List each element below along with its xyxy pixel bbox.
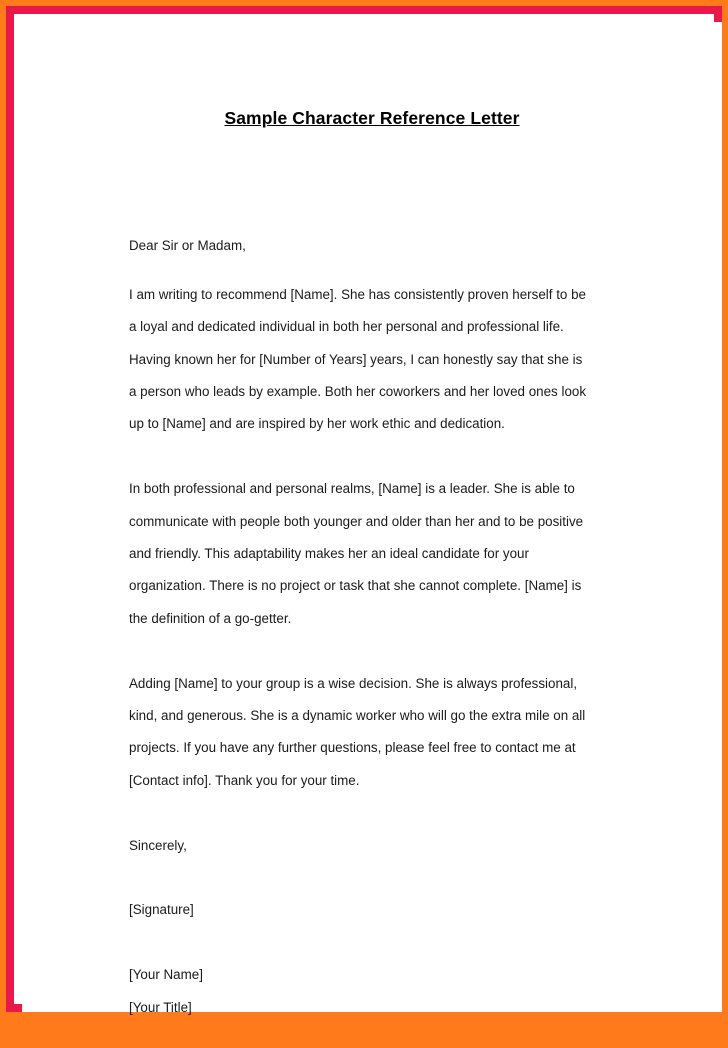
salutation: Dear Sir or Madam, xyxy=(129,238,246,254)
paragraph-1-line: up to [Name] and are inspired by her work ethic and dedication. xyxy=(129,416,505,432)
paragraph-1-line: I am writing to recommend [Name]. She has consistently proven herself to be xyxy=(129,286,586,302)
paragraph-2-line: and friendly. This adaptability makes her an ideal candidate for your xyxy=(129,546,529,562)
paragraph-2-line: the definition of a go-getter. xyxy=(129,610,292,626)
letter-title: Sample Character Reference Letter xyxy=(224,108,520,128)
paragraph-2-line: organization. There is no project or task that she cannot complete. [Name] is xyxy=(129,578,582,594)
inner-border xyxy=(6,6,722,1015)
paragraph-3-line: projects. If you have any further questions, please feel free to contact me at xyxy=(129,740,576,756)
sender-block xyxy=(129,951,629,1032)
closing: Sincerely, xyxy=(129,837,187,853)
paragraph-1-line: Having known her for [Number of Years] years, I can honestly say that she is xyxy=(129,351,583,367)
paragraph-1-line: a person who leads by example. Both her coworkers and her loved ones look xyxy=(129,384,587,400)
letter-body xyxy=(129,222,629,1048)
paragraph-3-line: [Contact info]. Thank you for your time. xyxy=(129,772,360,788)
letter-page xyxy=(22,22,722,1015)
sender-title: [Your Title] xyxy=(129,999,192,1015)
paragraph-3 xyxy=(129,659,629,805)
signature-placeholder: [Signature] xyxy=(129,902,194,918)
paragraph-2 xyxy=(129,465,629,643)
paragraph-2-line: In both professional and personal realms, [Name] is a leader. She is able to xyxy=(129,481,575,497)
closing-block xyxy=(129,821,629,870)
signature-block xyxy=(129,886,629,935)
paragraph-2-line: communicate with people both younger and older than her and to be positive xyxy=(129,513,584,529)
paragraph-1-line: a loyal and dedicated individual in both her personal and professional life. xyxy=(129,319,564,335)
paragraph-1 xyxy=(129,271,629,449)
paragraph-3-line: kind, and generous. She is a dynamic worker who will go the extra mile on all xyxy=(129,708,586,724)
salutation-block xyxy=(129,222,629,271)
paragraph-3-line: Adding [Name] to your group is a wise decision. She is always professional, xyxy=(129,675,578,691)
sender-name: [Your Name] xyxy=(129,967,203,983)
